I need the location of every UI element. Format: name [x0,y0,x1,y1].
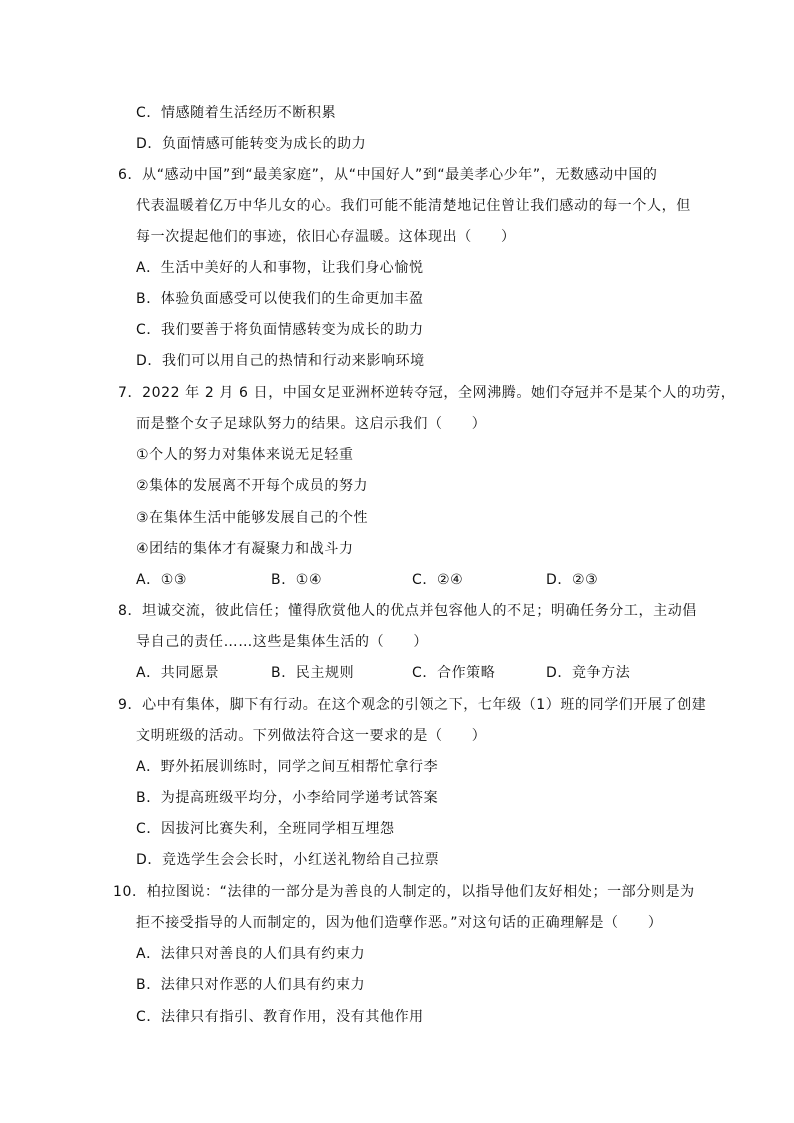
q8-stem-line2: 导自己的责任……这些是集体生活的（ ） [136,634,428,650]
q8-option-c: C．合作策略 [412,665,496,681]
q10-option-a: A．法律只对善良的人们具有约束力 [136,946,366,962]
q5-option-c: C．情感随着生活经历不断积累 [136,105,337,121]
q9-option-b: B．为提高班级平均分，小李给同学递考试答案 [136,790,439,806]
q7-statement-2: ②集体的发展离不开每个成员的努力 [136,478,369,494]
q7-stem-line1: 7．2022 年 2 月 6 日，中国女足亚洲杯逆转夺冠，全网沸腾。她们夺冠并不是某个人的功劳， [118,385,736,401]
q7-statement-3: ③在集体生活中能够发展自己的个性 [136,510,369,526]
q7-statement-4: ④团结的集体才有凝聚力和战斗力 [136,541,354,557]
q9-option-d: D．竞选学生会会长时，小红送礼物给自己拉票 [136,852,440,868]
q10-option-b: B．法律只对作恶的人们具有约束力 [136,977,366,993]
q6-option-d: D．我们可以用自己的热情和行动来影响环境 [136,353,425,369]
q7-option-d: D．②③ [546,572,599,588]
q6-stem-line3: 每一次提起他们的事迹，依旧心存温暖。这体现出（ ） [136,229,516,245]
q6-option-c: C．我们要善于将负面情感转变为成长的助力 [136,322,424,338]
q6-option-b: B．体验负面感受可以使我们的生命更加丰盈 [136,291,424,307]
q7-option-c: C．②④ [412,572,464,588]
q10-stem-line1: 10．柏拉图说：“法律的一部分是为善良的人制定的，以指导他们友好相处；一部分则是为 [113,884,695,900]
q9-option-c: C．因拔河比赛失利，全班同学相互埋怨 [136,821,395,837]
q9-option-a: A．野外拓展训练时，同学之间互相帮忙拿行李 [136,759,439,775]
q6-option-a: A．生活中美好的人和事物，让我们身心愉悦 [136,260,424,276]
q6-stem-line2: 代表温暖着亿万中华儿女的心。我们可能不能清楚地记住曾让我们感动的每一个人，但 [136,198,691,214]
q10-option-c: C．法律只有指引、教育作用，没有其他作用 [136,1009,424,1025]
q8-option-b: B．民主规则 [271,665,355,681]
q7-statement-1: ①个人的努力对集体来说无足轻重 [136,447,354,463]
q7-stem-line2: 而是整个女子足球队努力的结果。这启示我们（ ） [136,416,487,432]
q6-stem-line1: 6．从“感动中国”到“最美家庭”，从“中国好人”到“最美孝心少年”，无数感动中国的 [118,167,658,183]
q8-stem-line1: 8．坦诚交流，彼此信任；懂得欣赏他人的优点并包容他人的不足；明确任务分工，主动倡 [118,603,697,619]
q9-stem-line2: 文明班级的活动。下列做法符合这一要求的是（ ） [136,728,487,744]
q7-option-b: B．①④ [271,572,323,588]
q8-option-a: A．共同愿景 [136,665,220,681]
q9-stem-line1: 9．心中有集体，脚下有行动。在这个观念的引领之下，七年级（1）班的同学们开展了创建 [118,697,707,713]
q7-option-a: A．①③ [136,572,188,588]
q5-option-d: D．负面情感可能转变为成长的助力 [136,136,367,152]
q10-stem-line2: 拒不接受指导的人而制定的，因为他们造孽作恶。”对这句话的正确理解是（ ） [136,915,663,931]
q8-option-d: D．竞争方法 [546,665,631,681]
